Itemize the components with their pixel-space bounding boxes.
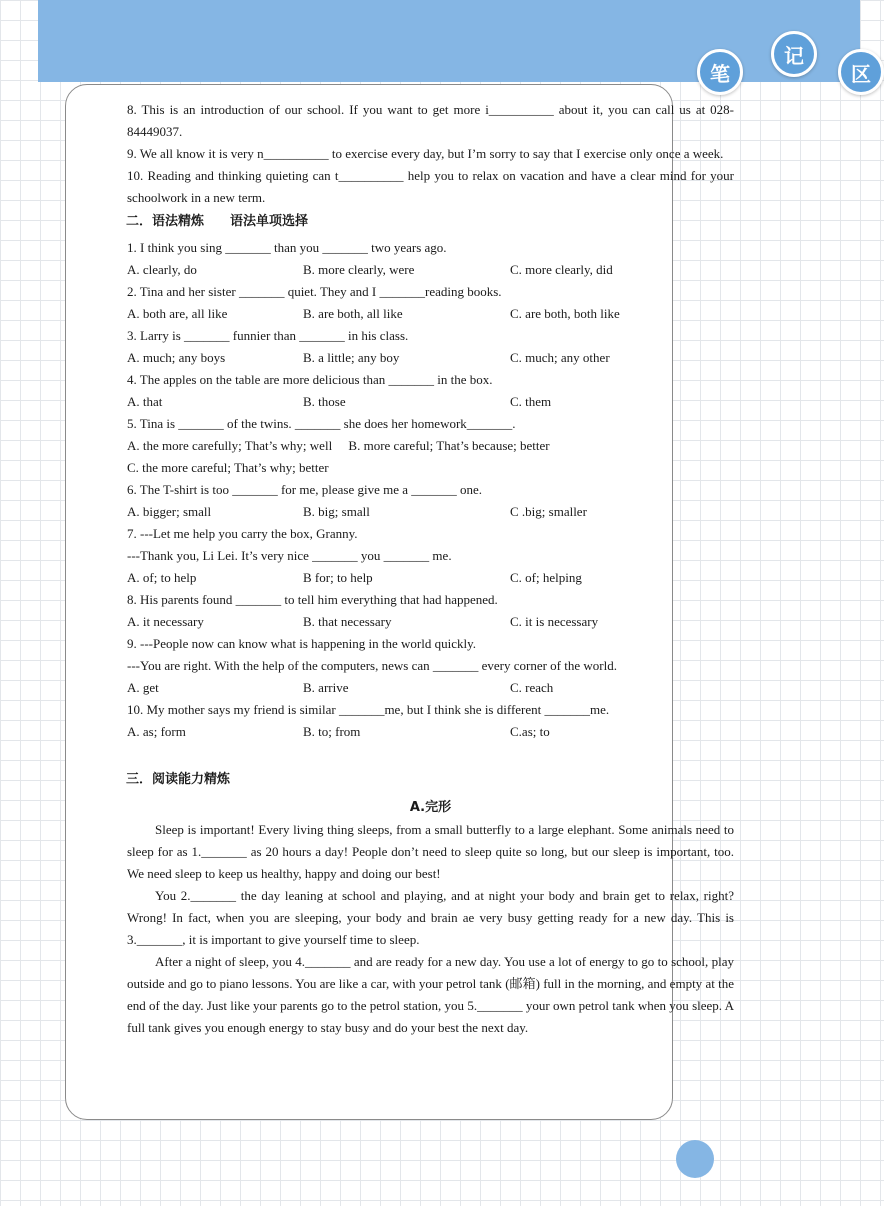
question-options	[127, 259, 734, 281]
option-a: A. much; any boys	[127, 350, 226, 365]
question-stem: 6. The T-shirt is too _______ for me, please give me a _______ one.	[127, 482, 483, 497]
question-stem: 10. My mother says my friend is similar _______me, but I think she is different _______me.	[127, 702, 610, 717]
question-9	[127, 633, 734, 699]
question-stem: 4. The apples on the table are more delicious than _______ in the box.	[127, 372, 493, 387]
question-stem: 3. Larry is _______ funnier than _______ in his class.	[127, 328, 409, 343]
option-a: A. bigger; small	[127, 504, 212, 519]
option-c: C .big; smaller	[510, 504, 587, 519]
page-marker	[676, 1140, 714, 1178]
option-b: B for; to help	[303, 570, 373, 585]
question-stem: 8. His parents found _______ to tell him everything that had happened.	[127, 592, 498, 607]
vocab-question-8: 8. This is an introduction of our school. If you want to get more i__________ about it, you can call us at 028-84449037.	[127, 102, 734, 139]
question-4	[127, 369, 734, 413]
question-2	[127, 281, 734, 325]
question-stem: ---You are right. With the help of the computers, news can _______ every corner of the world.	[127, 658, 617, 673]
vocab-question-10: 10. Reading and thinking quieting can t__________ help you to relax on vacation and have a clear mind for your schoolwork in a new term.	[127, 168, 734, 205]
question-options	[127, 347, 734, 369]
question-options	[127, 611, 734, 633]
option-b: B. to; from	[303, 724, 361, 739]
question-stem: 2. Tina and her sister _______ quiet. They and I _______reading books.	[127, 284, 502, 299]
vocab-question-9: 9. We all know it is very n__________ to exercise every day, but I’m sorry to say that I exercise only once a week.	[127, 146, 724, 161]
question-stem: 9. ---People now can know what is happening in the world quickly.	[127, 636, 477, 651]
cloze-subheading: A.完形	[409, 800, 452, 815]
option-b: B. big; small	[303, 504, 370, 519]
option-b: B. a little; any boy	[303, 350, 400, 365]
option-a: A. both are, all like	[127, 306, 228, 321]
option-b: B. arrive	[303, 680, 349, 695]
question-options	[127, 391, 734, 413]
question-6	[127, 479, 734, 523]
question-options	[127, 677, 734, 699]
option-c: C. reach	[510, 680, 554, 695]
question-3	[127, 325, 734, 369]
reading-heading: 三．阅读能力精炼	[126, 772, 231, 787]
option-c: C. much; any other	[510, 350, 610, 365]
option-c: C. of; helping	[510, 570, 582, 585]
option-b: B. those	[303, 394, 346, 409]
option-c: C. it is necessary	[510, 614, 599, 629]
option-b: B. are both, all like	[303, 306, 403, 321]
question-options	[127, 303, 734, 325]
notes-tab-3[interactable]: 区	[838, 49, 884, 95]
option-a: A. clearly, do	[127, 262, 197, 277]
question-options-line: C. the more careful; That’s why; better	[127, 460, 329, 475]
question-1	[127, 237, 734, 281]
option-c: C. more clearly, did	[510, 262, 613, 277]
option-a: A. get	[127, 680, 159, 695]
option-b: B. that necessary	[303, 614, 392, 629]
question-5	[127, 413, 734, 479]
option-a: A. as; form	[127, 724, 186, 739]
question-8	[127, 589, 734, 633]
question-options	[127, 567, 734, 589]
question-10	[127, 699, 734, 743]
grammar-questions	[127, 237, 734, 743]
question-options	[127, 721, 734, 743]
question-options-line: A. the more carefully; That’s why; well B. more careful; That’s because; better	[127, 438, 550, 453]
cloze-paragraph-1: Sleep is important! Every living thing sleeps, from a small butterfly to a large elephant. Some animals need to sleep for as 1._______ as 20 hours a day! People don’t need to sleep quite so long, but our sleep is important, too. We need sleep to keep us healthy, happy and doing our best!	[127, 822, 734, 881]
option-a: A. that	[127, 394, 163, 409]
option-c: C.as; to	[510, 724, 550, 739]
cloze-paragraph-3: After a night of sleep, you 4._______ and are ready for a new day. You use a lot of energy to go to school, play outside and go to piano lessons. You are like a car, with your petrol tank (邮箱) full in the morning, and empty at the end of the day. Just like your parents go to the petrol station, you 5._______ your own petrol tank when you sleep. A full tank gives you enough energy to stay busy and do your best the next day.	[127, 954, 734, 1035]
notes-tab-2[interactable]: 记	[771, 31, 817, 77]
option-a: A. of; to help	[127, 570, 197, 585]
option-b: B. more clearly, were	[303, 262, 415, 277]
question-stem: ---Thank you, Li Lei. It’s very nice _______ you _______ me.	[127, 548, 452, 563]
option-c: C. are both, both like	[510, 306, 620, 321]
option-c: C. them	[510, 394, 552, 409]
grammar-heading: 二．语法精炼 语法单项选择	[126, 214, 309, 229]
question-stem: 5. Tina is _______ of the twins. _______ she does her homework_______.	[127, 416, 516, 431]
question-stem: 1. I think you sing _______ than you _______ two years ago.	[127, 240, 447, 255]
cloze-paragraph-2: You 2._______ the day leaning at school and playing, and at night your body and brain get to relax, right? Wrong! In fact, when you are sleeping, your body and brain ae very busy getting ready for a new day. This is 3._______, it is important to give yourself time to sleep.	[127, 888, 734, 947]
notes-tab-1[interactable]: 笔	[697, 49, 743, 95]
question-stem: 7. ---Let me help you carry the box, Granny.	[127, 526, 358, 541]
option-a: A. it necessary	[127, 614, 204, 629]
question-options	[127, 501, 734, 523]
worksheet-content	[127, 99, 734, 1039]
question-7	[127, 523, 734, 589]
